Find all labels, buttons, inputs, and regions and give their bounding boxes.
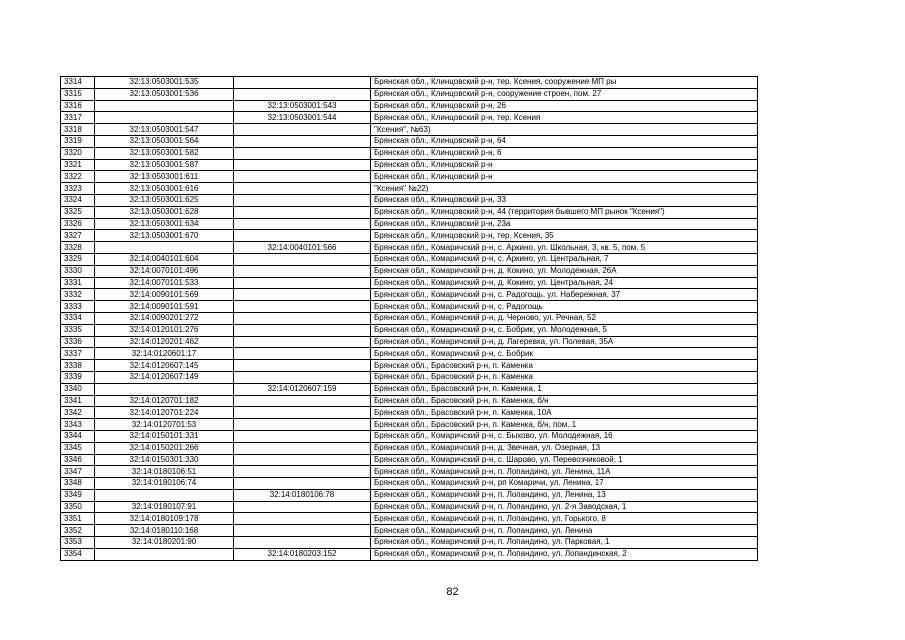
row-number-cell: 3318 — [61, 124, 95, 136]
row-number-cell: 3319 — [61, 135, 95, 147]
address-cell: Брянская обл., Комаричский р-н, с. Радогощь — [371, 301, 758, 313]
row-number-cell: 3340 — [61, 383, 95, 395]
cadastral-number-alt-cell — [234, 525, 371, 537]
table-row — [61, 513, 758, 525]
table-row — [61, 537, 758, 549]
cadastral-number-alt-cell — [234, 194, 371, 206]
cadastral-number-cell — [95, 242, 234, 254]
row-number-cell: 3346 — [61, 454, 95, 466]
row-number-cell: 3331 — [61, 277, 95, 289]
cadastral-number-alt-cell — [234, 430, 371, 442]
row-number-cell: 3314 — [61, 77, 95, 89]
address-cell: Брянская обл., Комаричский р-н, п. Лопандино, ул. Горького, 8 — [371, 513, 758, 525]
cadastral-number-cell: 32:14:0070101:533 — [95, 277, 234, 289]
row-number-cell: 3335 — [61, 324, 95, 336]
table-row — [61, 301, 758, 313]
row-number-cell: 3320 — [61, 147, 95, 159]
cadastral-number-cell — [95, 100, 234, 112]
table-row — [61, 478, 758, 490]
row-number-cell: 3343 — [61, 419, 95, 431]
cadastral-number-alt-cell — [234, 513, 371, 525]
address-cell: Брянская обл., Клинцовский р-н, тер. Ксения, сооружение МП ры — [371, 77, 758, 89]
address-cell: Брянская обл., Комаричский р-н, п. Лопандино, ул. Парковая, 1 — [371, 537, 758, 549]
cadastral-number-alt-cell — [234, 183, 371, 195]
cadastral-number-alt-cell: 32:14:0040101:566 — [234, 242, 371, 254]
table-row — [61, 218, 758, 230]
cadastral-number-cell: 32:14:0040101:604 — [95, 253, 234, 265]
cadastral-number-alt-cell — [234, 88, 371, 100]
cadastral-number-cell: 32:14:0180107:91 — [95, 501, 234, 513]
row-number-cell: 3328 — [61, 242, 95, 254]
cadastral-number-alt-cell — [234, 371, 371, 383]
cadastral-number-cell: 32:14:0120701:182 — [95, 395, 234, 407]
address-cell: Брянская обл., Комаричский р-н, с. Бобрик — [371, 348, 758, 360]
table-row — [61, 548, 758, 560]
cadastral-number-alt-cell — [234, 348, 371, 360]
row-number-cell: 3333 — [61, 301, 95, 313]
cadastral-number-alt-cell — [234, 501, 371, 513]
table-row — [61, 159, 758, 171]
address-cell: Брянская обл., Брасовский р-н, п. Каменка, 10А — [371, 407, 758, 419]
cadastral-number-alt-cell: 32:14:0180106:78 — [234, 489, 371, 501]
row-number-cell: 3315 — [61, 88, 95, 100]
cadastral-number-alt-cell — [234, 206, 371, 218]
table-row — [61, 289, 758, 301]
cadastral-number-cell: 32:14:0120607:145 — [95, 360, 234, 372]
address-cell: Брянская обл., Комаричский р-н, д. Звечная, ул. Озерная, 13 — [371, 442, 758, 454]
address-cell: Брянская обл., Брасовский р-н, п. Каменка, 1 — [371, 383, 758, 395]
cadastral-number-alt-cell — [234, 230, 371, 242]
cadastral-number-cell: 32:14:0180106:51 — [95, 466, 234, 478]
row-number-cell: 3339 — [61, 371, 95, 383]
cadastral-number-alt-cell — [234, 324, 371, 336]
address-cell: Брянская обл., Клинцовский р-н, 6 — [371, 147, 758, 159]
cadastral-number-alt-cell — [234, 159, 371, 171]
cadastral-number-cell — [95, 489, 234, 501]
table-row — [61, 253, 758, 265]
cadastral-number-alt-cell — [234, 171, 371, 183]
cadastral-number-alt-cell — [234, 77, 371, 89]
address-cell: Брянская обл., Комаричский р-н, с. Аркино, ул. Центральная, 7 — [371, 253, 758, 265]
address-cell: Брянская обл., Клинцовский р-н, сооружение строен, пом. 27 — [371, 88, 758, 100]
table-row — [61, 395, 758, 407]
table-row — [61, 242, 758, 254]
address-cell: Брянская обл., Клинцовский р-н — [371, 159, 758, 171]
cadastral-number-alt-cell — [234, 124, 371, 136]
row-number-cell: 3341 — [61, 395, 95, 407]
cadastral-number-cell: 32:13:0503001:611 — [95, 171, 234, 183]
address-cell: Брянская обл., Комаричский р-н, п. Лопандино, ул. 2-я Заводская, 1 — [371, 501, 758, 513]
row-number-cell: 3352 — [61, 525, 95, 537]
cadastral-number-cell: 32:13:0503001:535 — [95, 77, 234, 89]
address-cell: Брянская обл., Комаричский р-н, п. Лопандино, ул. Ленина, 13 — [371, 489, 758, 501]
address-cell: Брянская обл., Клинцовский р-н, тер. Ксения — [371, 112, 758, 124]
cadastral-number-cell — [95, 548, 234, 560]
cadastral-number-cell: 32:14:0120101:276 — [95, 324, 234, 336]
address-cell: Брянская обл., Комаричский р-н, д. Лагеревка, ул. Полевая, 35А — [371, 336, 758, 348]
address-cell: Брянская обл., Клинцовский р-н, 23а — [371, 218, 758, 230]
address-cell: Брянская обл., Брасовский р-н, п. Каменка, б/н — [371, 395, 758, 407]
table-row — [61, 466, 758, 478]
table-row — [61, 135, 758, 147]
cadastral-number-cell: 32:14:0180201:90 — [95, 537, 234, 549]
row-number-cell: 3332 — [61, 289, 95, 301]
cadastral-number-alt-cell: 32:13:0503001:544 — [234, 112, 371, 124]
address-cell: Брянская обл., Клинцовский р-н, 64 — [371, 135, 758, 147]
table-row — [61, 489, 758, 501]
row-number-cell: 3342 — [61, 407, 95, 419]
cadastral-number-alt-cell — [234, 454, 371, 466]
row-number-cell: 3330 — [61, 265, 95, 277]
row-number-cell: 3329 — [61, 253, 95, 265]
address-cell: Брянская обл., Клинцовский р-н, тер. Ксения, 35 — [371, 230, 758, 242]
cadastral-number-cell: 32:13:0503001:536 — [95, 88, 234, 100]
cadastral-number-alt-cell — [234, 301, 371, 313]
row-number-cell: 3321 — [61, 159, 95, 171]
table-row — [61, 100, 758, 112]
cadastral-number-alt-cell — [234, 466, 371, 478]
address-cell: Брянская обл., Клинцовский р-н, 44 (территория бывшего МП рынок "Ксения") — [371, 206, 758, 218]
cadastral-number-cell: 32:13:0503001:616 — [95, 183, 234, 195]
cadastral-number-cell: 32:14:0120201:462 — [95, 336, 234, 348]
table-row — [61, 277, 758, 289]
address-cell: Брянская обл., Комаричский р-н, д. Кокино, ул. Молодежная, 26А — [371, 265, 758, 277]
address-cell: Брянская обл., Комаричский р-н, с. Радогощь, ул. Набережная, 37 — [371, 289, 758, 301]
table-row — [61, 525, 758, 537]
table-row — [61, 147, 758, 159]
table-row — [61, 454, 758, 466]
row-number-cell: 3350 — [61, 501, 95, 513]
address-cell: Брянская обл., Комаричский р-н, д. Черново, ул. Речная, 52 — [371, 312, 758, 324]
cadastral-number-cell: 32:13:0503001:564 — [95, 135, 234, 147]
records-table-body — [61, 77, 758, 561]
cadastral-number-alt-cell — [234, 147, 371, 159]
address-cell: Брянская обл., Клинцовский р-н — [371, 171, 758, 183]
cadastral-number-alt-cell — [234, 289, 371, 301]
table-row — [61, 419, 758, 431]
cadastral-number-cell: 32:13:0503001:547 — [95, 124, 234, 136]
cadastral-number-cell: 32:13:0503001:634 — [95, 218, 234, 230]
row-number-cell: 3337 — [61, 348, 95, 360]
records-table — [60, 76, 758, 561]
address-cell: "Ксения" №22) — [371, 183, 758, 195]
cadastral-number-cell: 32:14:0120701:224 — [95, 407, 234, 419]
row-number-cell: 3353 — [61, 537, 95, 549]
address-cell: "Ксения", №63) — [371, 124, 758, 136]
cadastral-number-alt-cell — [234, 336, 371, 348]
table-row — [61, 312, 758, 324]
cadastral-number-cell: 32:14:0150301:330 — [95, 454, 234, 466]
table-row — [61, 348, 758, 360]
table-row — [61, 336, 758, 348]
cadastral-number-cell: 32:13:0503001:587 — [95, 159, 234, 171]
table-row — [61, 265, 758, 277]
cadastral-number-alt-cell — [234, 312, 371, 324]
cadastral-number-cell: 32:13:0503001:628 — [95, 206, 234, 218]
cadastral-number-cell: 32:14:0180110:168 — [95, 525, 234, 537]
address-cell: Брянская обл., Комаричский р-н, п. Лопандино, ул. Лопандинская, 2 — [371, 548, 758, 560]
address-cell: Брянская обл., Комаричский р-н, с. Шарово, ул. Перевозчиковой, 1 — [371, 454, 758, 466]
cadastral-number-cell: 32:13:0503001:670 — [95, 230, 234, 242]
cadastral-number-cell: 32:14:0120701:53 — [95, 419, 234, 431]
cadastral-number-alt-cell — [234, 407, 371, 419]
table-row — [61, 360, 758, 372]
cadastral-number-cell: 32:13:0503001:625 — [95, 194, 234, 206]
address-cell: Брянская обл., Клинцовский р-н, 33 — [371, 194, 758, 206]
cadastral-number-cell: 32:14:0090201:272 — [95, 312, 234, 324]
row-number-cell: 3345 — [61, 442, 95, 454]
table-row — [61, 407, 758, 419]
table-row — [61, 194, 758, 206]
cadastral-number-alt-cell: 32:13:0503001:543 — [234, 100, 371, 112]
address-cell: Брянская обл., Клинцовский р-н, 26 — [371, 100, 758, 112]
row-number-cell: 3325 — [61, 206, 95, 218]
cadastral-number-cell: 32:14:0120607:149 — [95, 371, 234, 383]
address-cell: Брянская обл., Комаричский р-н, д. Кокино, ул. Центральная, 24 — [371, 277, 758, 289]
row-number-cell: 3338 — [61, 360, 95, 372]
table-row — [61, 383, 758, 395]
address-cell: Брянская обл., Брасовский р-н, п. Каменка, б/н, пом. 1 — [371, 419, 758, 431]
cadastral-number-alt-cell — [234, 135, 371, 147]
address-cell: Брянская обл., Комаричский р-н, с. Быхово, ул. Молодежная, 16 — [371, 430, 758, 442]
row-number-cell: 3347 — [61, 466, 95, 478]
table-row — [61, 124, 758, 136]
cadastral-number-alt-cell — [234, 537, 371, 549]
address-cell: Брянская обл., Комаричский р-н, рп Комаричи, ул. Ленина, 17 — [371, 478, 758, 490]
cadastral-number-cell — [95, 112, 234, 124]
table-row — [61, 206, 758, 218]
cadastral-number-cell: 32:14:0070101:496 — [95, 265, 234, 277]
cadastral-number-alt-cell — [234, 419, 371, 431]
row-number-cell: 3351 — [61, 513, 95, 525]
table-row — [61, 430, 758, 442]
table-row — [61, 183, 758, 195]
cadastral-number-alt-cell — [234, 360, 371, 372]
row-number-cell: 3349 — [61, 489, 95, 501]
address-cell: Брянская обл., Комаричский р-н, п. Лопандино, ул. Ленина, 11А — [371, 466, 758, 478]
table-row — [61, 77, 758, 89]
cadastral-number-alt-cell — [234, 442, 371, 454]
cadastral-number-cell — [95, 383, 234, 395]
table-row — [61, 501, 758, 513]
row-number-cell: 3324 — [61, 194, 95, 206]
cadastral-number-cell: 32:14:0150101:331 — [95, 430, 234, 442]
cadastral-number-alt-cell — [234, 253, 371, 265]
cadastral-number-alt-cell: 32:14:0180203:152 — [234, 548, 371, 560]
row-number-cell: 3322 — [61, 171, 95, 183]
cadastral-number-alt-cell — [234, 395, 371, 407]
cadastral-number-cell: 32:13:0503001:582 — [95, 147, 234, 159]
row-number-cell: 3354 — [61, 548, 95, 560]
address-cell: Брянская обл., Комаричский р-н, с. Бобрик, ул. Молодежная, 5 — [371, 324, 758, 336]
address-cell: Брянская обл., Брасовский р-н, п. Каменка — [371, 371, 758, 383]
row-number-cell: 3336 — [61, 336, 95, 348]
row-number-cell: 3344 — [61, 430, 95, 442]
cadastral-number-alt-cell: 32:14:0120607:159 — [234, 383, 371, 395]
page-number: 82 — [446, 586, 459, 598]
table-row — [61, 442, 758, 454]
cadastral-number-cell: 32:14:0090101:591 — [95, 301, 234, 313]
cadastral-number-cell: 32:14:0090101:569 — [95, 289, 234, 301]
table-row — [61, 324, 758, 336]
cadastral-number-alt-cell — [234, 265, 371, 277]
table-row — [61, 230, 758, 242]
row-number-cell: 3327 — [61, 230, 95, 242]
row-number-cell: 3323 — [61, 183, 95, 195]
cadastral-number-alt-cell — [234, 218, 371, 230]
table-row — [61, 112, 758, 124]
table-row — [61, 171, 758, 183]
cadastral-number-alt-cell — [234, 277, 371, 289]
cadastral-number-alt-cell — [234, 478, 371, 490]
row-number-cell: 3334 — [61, 312, 95, 324]
address-cell: Брянская обл., Комаричский р-н, п. Лопандино, ул. Ленина — [371, 525, 758, 537]
address-cell: Брянская обл., Комаричский р-н, с. Аркино, ул. Школьная, 3, кв. 5, пом. 5 — [371, 242, 758, 254]
row-number-cell: 3326 — [61, 218, 95, 230]
row-number-cell: 3317 — [61, 112, 95, 124]
cadastral-number-cell: 32:14:0180109:178 — [95, 513, 234, 525]
row-number-cell: 3348 — [61, 478, 95, 490]
table-row — [61, 88, 758, 100]
cadastral-number-cell: 32:14:0150201:266 — [95, 442, 234, 454]
row-number-cell: 3316 — [61, 100, 95, 112]
cadastral-number-cell: 32:14:0180106:74 — [95, 478, 234, 490]
address-cell: Брянская обл., Брасовский р-н, п. Каменка — [371, 360, 758, 372]
cadastral-number-cell: 32:14:0120601:17 — [95, 348, 234, 360]
table-row — [61, 371, 758, 383]
